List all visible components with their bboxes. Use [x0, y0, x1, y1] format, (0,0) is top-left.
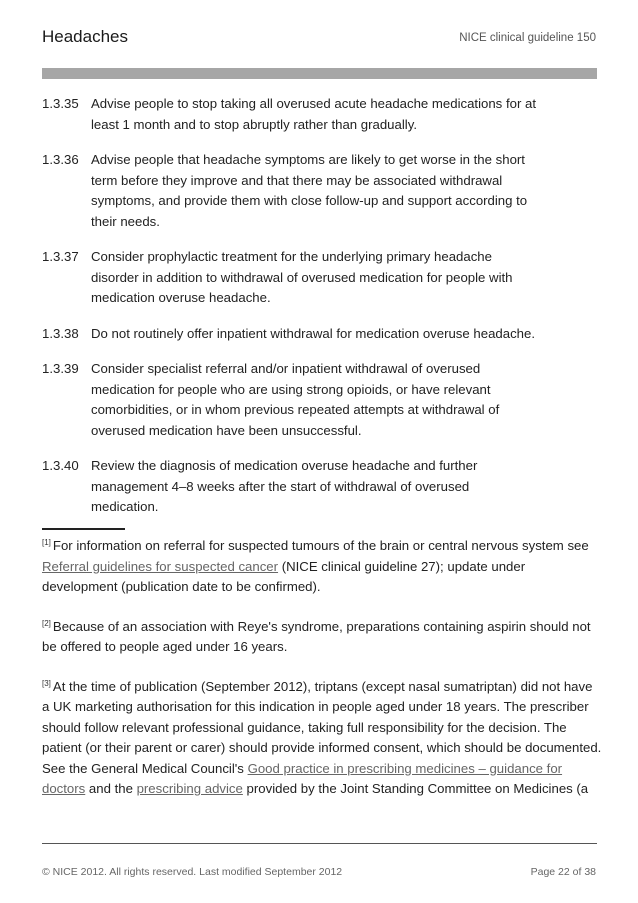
- guideline-label: NICE clinical guideline 150: [459, 32, 596, 44]
- recommendation-number: 1.3.38: [42, 325, 79, 341]
- footnotes-section: [42, 533, 602, 816]
- recommendation-number: 1.3.36: [42, 152, 79, 167]
- recommendation-text: Consider specialist referral and/or inpatient withdrawal of overused medication for people who are using strong opioids, or have relevant comorbidities, or in whom previous repeated attempts at withdrawal of overused medication have been unsuccessful.: [91, 361, 500, 438]
- footer-divider: [42, 843, 597, 844]
- recommendation-text: Consider prophylactic treatment for the underlying primary headache disorder in addition to withdrawal of overused medication for people with medication overuse headache.: [91, 249, 513, 305]
- prescribing-advice-link[interactable]: prescribing advice: [136, 781, 243, 796]
- recommendation-text: Advise people to stop taking all overused acute headache medications for at least 1 month and to stop abruptly rather than gradually.: [91, 96, 536, 132]
- footnote-2: [42, 614, 602, 658]
- copyright-notice: © NICE 2012. All rights reserved. Last modified September 2012: [42, 866, 343, 878]
- recommendation-number: 1.3.39: [42, 361, 79, 376]
- footnote-text: For information on referral for suspected tumours of the brain or central nervous system see: [52, 538, 589, 553]
- footnote-separator: [42, 528, 125, 530]
- recommendation-list: [42, 94, 602, 533]
- footnote-text: Because of an association with Reye's syndrome, preparations containing aspirin should not be offered to people aged under 16 years.: [42, 618, 591, 654]
- referral-guidelines-link[interactable]: Referral guidelines for suspected cancer: [42, 558, 279, 574]
- recommendation-item: [42, 456, 602, 518]
- footnote-marker: [3]: [42, 678, 51, 688]
- footnote-text: (NICE clinical guideline 27); update under development (publication date to be confirmed).: [42, 558, 526, 594]
- recommendation-item: [42, 324, 602, 345]
- footnote-marker: [2]: [42, 618, 51, 628]
- recommendation-number: 1.3.37: [42, 249, 79, 264]
- recommendation-item: [42, 94, 602, 135]
- footnote-text: and the: [85, 781, 137, 796]
- footnote-marker: [1]: [42, 538, 51, 547]
- footnote-text: At the time of publication (September 2012), triptans (except nasal sumatriptan) did not have a UK marketing authorisation for this indication in people aged under 18 years. The prescriber should follow relevant professional guidance, taking full responsibility for the decision. The patient (or their parent or carer) should provide informed consent, which should be documented. See the General Medical Council's: [42, 678, 602, 776]
- recommendation-item: [42, 359, 602, 441]
- footnote-1: [42, 533, 602, 598]
- recommendation-item: [42, 150, 602, 232]
- footnote-text: provided by the Joint Standing Committee on Medicines (a: [242, 781, 589, 796]
- page-number: Page 22 of 38: [530, 866, 596, 878]
- good-practice-link[interactable]: Good practice in prescribing medicines – guidance for doctors: [42, 760, 563, 796]
- recommendation-text: Advise people that headache symptoms are likely to get worse in the short term before they improve and that there may be associated withdrawal symptoms, and provide them with close follow-up and support according to their needs.: [91, 152, 528, 229]
- recommendation-item: [42, 247, 602, 309]
- header-divider-bar: [42, 68, 597, 79]
- recommendation-text: Review the diagnosis of medication overuse headache and further management 4–8 weeks after the start of withdrawal of overused medication.: [91, 458, 478, 514]
- recommendation-text: Do not routinely offer inpatient withdrawal for medication overuse headache.: [91, 325, 535, 341]
- document-title: Headaches: [42, 27, 129, 46]
- footnote-3: [42, 674, 602, 800]
- recommendation-number: 1.3.40: [42, 458, 79, 473]
- recommendation-number: 1.3.35: [42, 96, 79, 111]
